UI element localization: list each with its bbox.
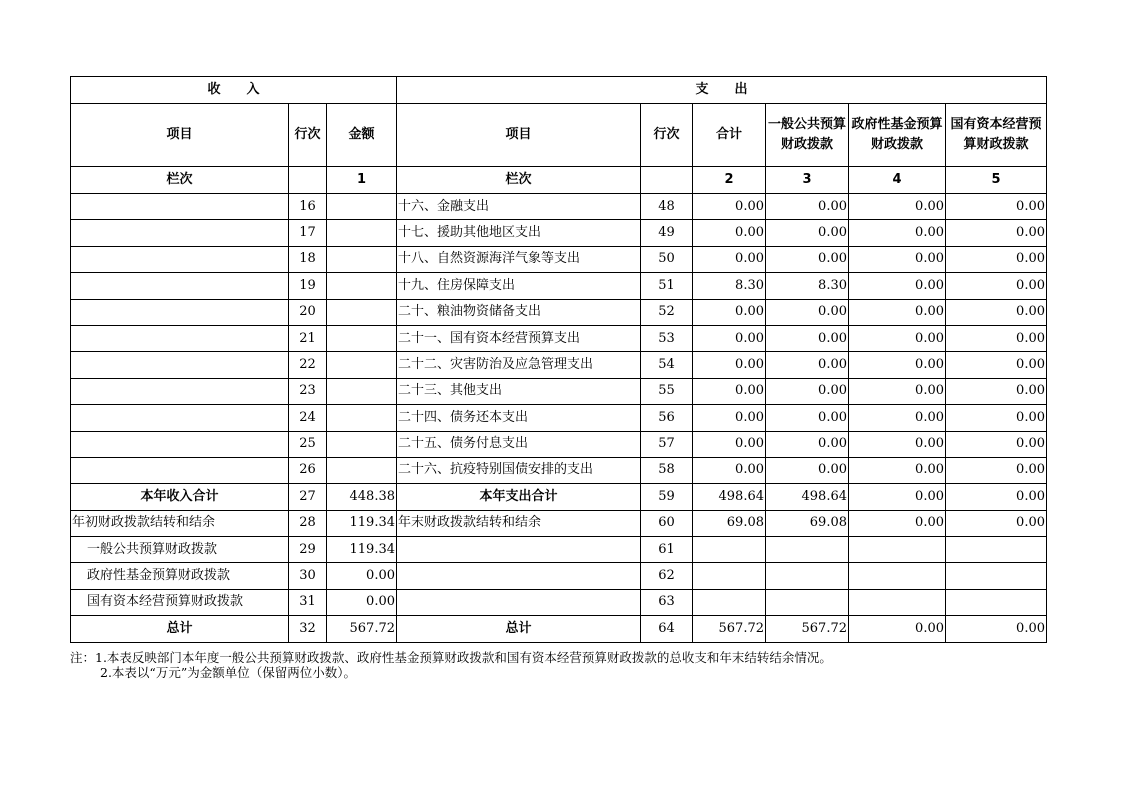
- income-amount-cell: 119.34: [327, 537, 397, 563]
- table-row: [71, 484, 1047, 510]
- header-income-row-no: 行次: [289, 104, 327, 167]
- state-capital-budget-cell: 0.00: [946, 352, 1047, 378]
- income-item-cell: [71, 431, 289, 457]
- expense-row-no-cell: 49: [641, 220, 693, 246]
- expense-item-cell: [397, 589, 641, 615]
- income-amount-cell: 567.72: [327, 616, 397, 642]
- total-cell: 0.00: [693, 457, 766, 483]
- fund-budget-cell: 0.00: [849, 431, 946, 457]
- state-capital-budget-cell: [946, 563, 1047, 589]
- fund-budget-cell: 0.00: [849, 273, 946, 299]
- income-row-no-cell: 18: [289, 246, 327, 272]
- general-budget-cell: 0.00: [766, 325, 849, 351]
- expense-item-cell: 十九、住房保障支出: [397, 273, 641, 299]
- column-number-label: 栏次: [71, 167, 289, 194]
- expense-item-cell: [397, 537, 641, 563]
- total-cell: 0.00: [693, 378, 766, 404]
- expense-item-cell: 总计: [397, 616, 641, 642]
- expense-row-no-cell: 53: [641, 325, 693, 351]
- total-cell: [693, 563, 766, 589]
- general-budget-cell: 498.64: [766, 484, 849, 510]
- income-item-cell: [71, 220, 289, 246]
- total-cell: 0.00: [693, 220, 766, 246]
- table-row: [71, 378, 1047, 404]
- table-row: [71, 537, 1047, 563]
- total-cell: 69.08: [693, 510, 766, 536]
- expense-item-cell: 二十六、抗疫特别国债安排的支出: [397, 457, 641, 483]
- general-budget-cell: 0.00: [766, 194, 849, 220]
- fund-budget-cell: 0.00: [849, 194, 946, 220]
- income-amount-cell: 448.38: [327, 484, 397, 510]
- expense-row-no-cell: 58: [641, 457, 693, 483]
- income-row-no-cell: 19: [289, 273, 327, 299]
- expense-section-title: 支 出: [397, 77, 1047, 104]
- income-item-cell: [71, 457, 289, 483]
- total-cell: 0.00: [693, 431, 766, 457]
- fund-budget-cell: [849, 537, 946, 563]
- expense-item-cell: 二十三、其他支出: [397, 378, 641, 404]
- total-cell: [693, 589, 766, 615]
- table-row: [71, 457, 1047, 483]
- column-number-label-2: 栏次: [397, 167, 641, 194]
- fund-budget-cell: 0.00: [849, 405, 946, 431]
- header-general-budget: 一般公共预算财政拨款: [766, 104, 849, 167]
- fund-budget-cell: [849, 589, 946, 615]
- total-cell: [693, 537, 766, 563]
- table-row: [71, 299, 1047, 325]
- income-item-cell: 政府性基金预算财政拨款: [71, 563, 289, 589]
- income-item-cell: 年初财政拨款结转和结余: [71, 510, 289, 536]
- general-budget-cell: 0.00: [766, 299, 849, 325]
- column-number-4: 4: [849, 167, 946, 194]
- table-row: [71, 431, 1047, 457]
- table-row: [71, 220, 1047, 246]
- header-state-capital-budget: 国有资本经营预算财政拨款: [946, 104, 1047, 167]
- fund-budget-cell: 0.00: [849, 378, 946, 404]
- total-cell: 8.30: [693, 273, 766, 299]
- expense-row-no-cell: 57: [641, 431, 693, 457]
- state-capital-budget-cell: 0.00: [946, 299, 1047, 325]
- total-cell: 0.00: [693, 194, 766, 220]
- total-cell: 498.64: [693, 484, 766, 510]
- income-item-cell: 国有资本经营预算财政拨款: [71, 589, 289, 615]
- income-row-no-cell: 17: [289, 220, 327, 246]
- income-row-no-cell: 32: [289, 616, 327, 642]
- expense-item-cell: 二十四、债务还本支出: [397, 405, 641, 431]
- column-number-2: 2: [693, 167, 766, 194]
- fund-budget-cell: 0.00: [849, 246, 946, 272]
- income-amount-cell: [327, 299, 397, 325]
- income-item-cell: 本年收入合计: [71, 484, 289, 510]
- expense-row-no-cell: 56: [641, 405, 693, 431]
- income-amount-cell: 0.00: [327, 563, 397, 589]
- expense-row-no-cell: 52: [641, 299, 693, 325]
- income-item-cell: [71, 378, 289, 404]
- income-row-no-cell: 29: [289, 537, 327, 563]
- expense-row-no-cell: 62: [641, 563, 693, 589]
- income-row-no-cell: 24: [289, 405, 327, 431]
- income-amount-cell: [327, 405, 397, 431]
- state-capital-budget-cell: 0.00: [946, 246, 1047, 272]
- fund-budget-cell: 0.00: [849, 325, 946, 351]
- state-capital-budget-cell: 0.00: [946, 220, 1047, 246]
- income-section-title: 收 入: [71, 77, 397, 104]
- income-row-no-cell: 16: [289, 194, 327, 220]
- income-amount-cell: [327, 194, 397, 220]
- fund-budget-cell: 0.00: [849, 220, 946, 246]
- income-amount-cell: 0.00: [327, 589, 397, 615]
- fund-budget-cell: 0.00: [849, 484, 946, 510]
- income-item-cell: [71, 325, 289, 351]
- general-budget-cell: 0.00: [766, 378, 849, 404]
- expense-item-cell: 二十、粮油物资储备支出: [397, 299, 641, 325]
- table-notes: [70, 650, 832, 680]
- fund-budget-cell: 0.00: [849, 510, 946, 536]
- state-capital-budget-cell: 0.00: [946, 194, 1047, 220]
- income-amount-cell: [327, 457, 397, 483]
- state-capital-budget-cell: [946, 589, 1047, 615]
- general-budget-cell: 0.00: [766, 405, 849, 431]
- header-income-item: 项目: [71, 104, 289, 167]
- total-cell: 0.00: [693, 299, 766, 325]
- income-item-cell: 总计: [71, 616, 289, 642]
- income-item-cell: [71, 246, 289, 272]
- total-cell: 567.72: [693, 616, 766, 642]
- total-cell: 0.00: [693, 246, 766, 272]
- table-row: [71, 510, 1047, 536]
- table-row: [71, 405, 1047, 431]
- income-row-no-cell: 20: [289, 299, 327, 325]
- table-row: [71, 563, 1047, 589]
- expense-item-cell: 二十二、灾害防治及应急管理支出: [397, 352, 641, 378]
- expense-row-no-cell: 48: [641, 194, 693, 220]
- expense-row-no-cell: 64: [641, 616, 693, 642]
- expense-row-no-cell: 59: [641, 484, 693, 510]
- column-number-1: 1: [327, 167, 397, 194]
- note-line-1: 注：1.本表反映部门本年度一般公共预算财政拨款、政府性基金预算财政拨款和国有资本经营预算财政拨款的总收支和年末结转结余情况。: [70, 650, 832, 665]
- general-budget-cell: 0.00: [766, 352, 849, 378]
- income-amount-cell: [327, 431, 397, 457]
- state-capital-budget-cell: 0.00: [946, 616, 1047, 642]
- table-row: [71, 352, 1047, 378]
- state-capital-budget-cell: 0.00: [946, 273, 1047, 299]
- income-row-no-cell: 22: [289, 352, 327, 378]
- general-budget-cell: 0.00: [766, 431, 849, 457]
- expense-row-no-cell: 63: [641, 589, 693, 615]
- expense-row-no-cell: 54: [641, 352, 693, 378]
- income-item-cell: [71, 194, 289, 220]
- income-row-no-cell: 25: [289, 431, 327, 457]
- general-budget-cell: 0.00: [766, 220, 849, 246]
- state-capital-budget-cell: [946, 537, 1047, 563]
- table-row: [71, 194, 1047, 220]
- total-cell: 0.00: [693, 405, 766, 431]
- expense-row-no-cell: 60: [641, 510, 693, 536]
- general-budget-cell: [766, 563, 849, 589]
- state-capital-budget-cell: 0.00: [946, 457, 1047, 483]
- state-capital-budget-cell: 0.00: [946, 484, 1047, 510]
- general-budget-cell: [766, 589, 849, 615]
- table-row: [71, 273, 1047, 299]
- income-row-no-cell: 21: [289, 325, 327, 351]
- income-amount-cell: [327, 220, 397, 246]
- column-number-5: 5: [946, 167, 1047, 194]
- table-row: [71, 246, 1047, 272]
- header-expense-item: 项目: [397, 104, 641, 167]
- state-capital-budget-cell: 0.00: [946, 431, 1047, 457]
- income-item-cell: [71, 273, 289, 299]
- income-row-no-cell: 31: [289, 589, 327, 615]
- expense-item-cell: 十六、金融支出: [397, 194, 641, 220]
- total-cell: 0.00: [693, 352, 766, 378]
- general-budget-cell: 567.72: [766, 616, 849, 642]
- income-item-cell: [71, 299, 289, 325]
- income-amount-cell: [327, 352, 397, 378]
- expense-item-cell: 十七、援助其他地区支出: [397, 220, 641, 246]
- income-row-no-cell: 26: [289, 457, 327, 483]
- income-row-no-cell: 28: [289, 510, 327, 536]
- column-number-empty: [289, 167, 327, 194]
- expense-item-cell: 本年支出合计: [397, 484, 641, 510]
- expense-item-cell: [397, 563, 641, 589]
- general-budget-cell: 8.30: [766, 273, 849, 299]
- state-capital-budget-cell: 0.00: [946, 378, 1047, 404]
- fund-budget-cell: [849, 563, 946, 589]
- income-amount-cell: [327, 325, 397, 351]
- income-row-no-cell: 23: [289, 378, 327, 404]
- state-capital-budget-cell: 0.00: [946, 405, 1047, 431]
- income-row-no-cell: 27: [289, 484, 327, 510]
- fund-budget-cell: 0.00: [849, 457, 946, 483]
- fund-budget-cell: 0.00: [849, 299, 946, 325]
- header-income-amount: 金额: [327, 104, 397, 167]
- column-number-empty-2: [641, 167, 693, 194]
- expense-item-cell: 二十一、国有资本经营预算支出: [397, 325, 641, 351]
- fund-budget-cell: 0.00: [849, 352, 946, 378]
- table-row: [71, 325, 1047, 351]
- income-item-cell: [71, 352, 289, 378]
- header-total: 合计: [693, 104, 766, 167]
- expense-row-no-cell: 61: [641, 537, 693, 563]
- header-expense-row-no: 行次: [641, 104, 693, 167]
- general-budget-cell: 0.00: [766, 457, 849, 483]
- general-budget-cell: 69.08: [766, 510, 849, 536]
- total-cell: 0.00: [693, 325, 766, 351]
- fund-budget-cell: 0.00: [849, 616, 946, 642]
- income-amount-cell: [327, 378, 397, 404]
- column-number-3: 3: [766, 167, 849, 194]
- budget-table: [70, 76, 1047, 643]
- header-fund-budget: 政府性基金预算财政拨款: [849, 104, 946, 167]
- income-amount-cell: 119.34: [327, 510, 397, 536]
- income-row-no-cell: 30: [289, 563, 327, 589]
- income-amount-cell: [327, 246, 397, 272]
- income-item-cell: 一般公共预算财政拨款: [71, 537, 289, 563]
- income-item-cell: [71, 405, 289, 431]
- expense-item-cell: 年末财政拨款结转和结余: [397, 510, 641, 536]
- income-amount-cell: [327, 273, 397, 299]
- expense-row-no-cell: 51: [641, 273, 693, 299]
- expense-row-no-cell: 50: [641, 246, 693, 272]
- note-line-2: 2.本表以“万元”为金额单位（保留两位小数）。: [100, 665, 356, 680]
- expense-item-cell: 十八、自然资源海洋气象等支出: [397, 246, 641, 272]
- expense-row-no-cell: 55: [641, 378, 693, 404]
- general-budget-cell: [766, 537, 849, 563]
- state-capital-budget-cell: 0.00: [946, 510, 1047, 536]
- table-row: [71, 589, 1047, 615]
- table-row: [71, 616, 1047, 642]
- expense-item-cell: 二十五、债务付息支出: [397, 431, 641, 457]
- state-capital-budget-cell: 0.00: [946, 325, 1047, 351]
- general-budget-cell: 0.00: [766, 246, 849, 272]
